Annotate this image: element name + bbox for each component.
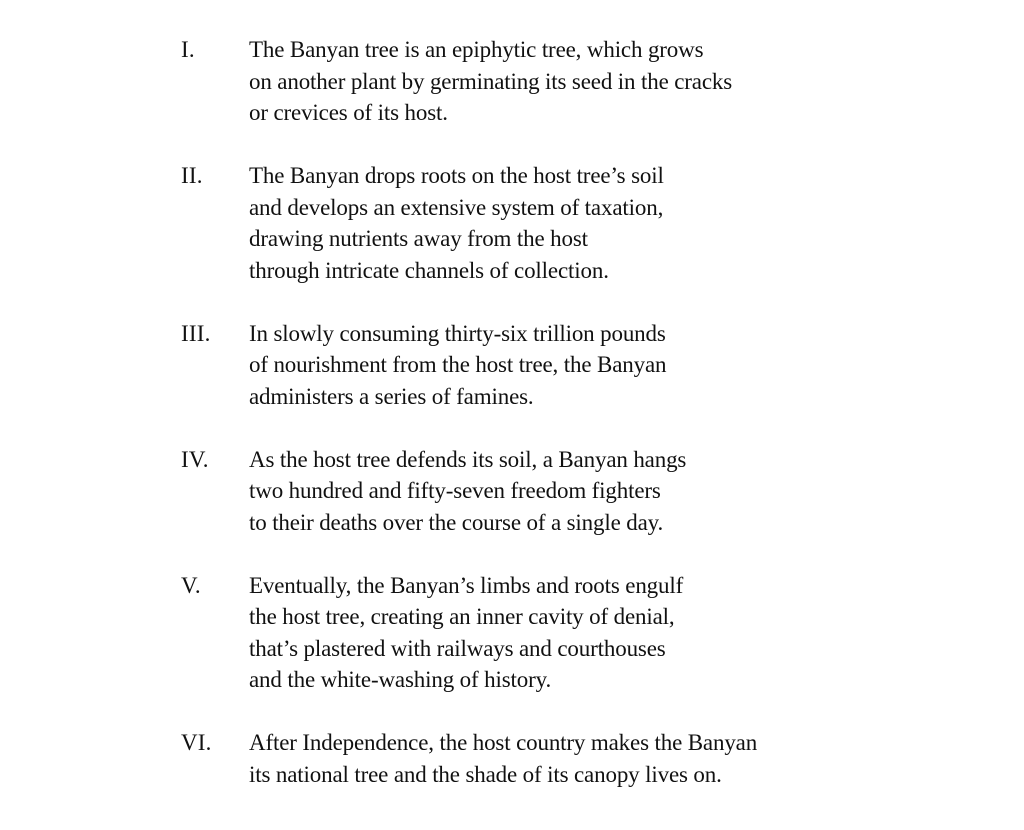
poem-line: or crevices of its host. bbox=[249, 100, 448, 125]
poem-line: that’s plastered with railways and courthouses bbox=[249, 635, 666, 661]
stanza-numeral: III. bbox=[181, 320, 211, 346]
poem-line: two hundred and fifty-seven freedom fighters bbox=[249, 478, 661, 503]
poem-line: the host tree, creating an inner cavity of denial, bbox=[249, 604, 675, 629]
stanza-numeral: V. bbox=[181, 572, 201, 598]
stanza-numeral: II. bbox=[181, 163, 203, 188]
poem-line: administers a series of famines. bbox=[249, 383, 534, 409]
poem-line: The Banyan tree is an epiphytic tree, which grows bbox=[249, 37, 704, 62]
stanza-1 bbox=[181, 34, 821, 129]
poem bbox=[181, 34, 821, 790]
stanza-5 bbox=[181, 570, 821, 696]
stanza-lines bbox=[249, 318, 821, 413]
stanza-2 bbox=[181, 160, 821, 286]
poem-line: Eventually, the Banyan’s limbs and roots engulf bbox=[249, 572, 684, 598]
stanza-lines bbox=[249, 570, 821, 696]
stanza-lines bbox=[249, 34, 821, 129]
poem-line: and develops an extensive system of taxation, bbox=[249, 194, 664, 220]
poem-line: The Banyan drops roots on the host tree’s soil bbox=[249, 163, 664, 188]
poem-line: through intricate channels of collection. bbox=[249, 257, 609, 283]
poem-line: and the white-washing of history. bbox=[249, 667, 552, 692]
stanza-6 bbox=[181, 727, 821, 790]
poem-line: As the host tree defends its soil, a Banyan hangs bbox=[249, 446, 687, 472]
poem-line: of nourishment from the host tree, the Banyan bbox=[249, 352, 667, 377]
stanza-4 bbox=[181, 444, 821, 539]
stanza-numeral: IV. bbox=[181, 446, 209, 472]
poem-line: on another plant by germinating its seed in the cracks bbox=[249, 68, 733, 94]
poem-line: its national tree and the shade of its canopy lives on. bbox=[249, 761, 722, 787]
poem-line: to their deaths over the course of a single day. bbox=[249, 509, 664, 535]
poem-line: drawing nutrients away from the host bbox=[249, 226, 588, 251]
stanza-lines bbox=[249, 727, 821, 790]
poem-line: In slowly consuming thirty-six trillion pounds bbox=[249, 320, 666, 346]
stanza-lines bbox=[249, 444, 821, 539]
stanza-numeral: VI. bbox=[181, 730, 212, 755]
poem-line: After Independence, the host country makes the Banyan bbox=[249, 730, 758, 755]
stanza-lines bbox=[249, 160, 821, 286]
stanza-3 bbox=[181, 318, 821, 413]
stanza-numeral: I. bbox=[181, 37, 195, 62]
